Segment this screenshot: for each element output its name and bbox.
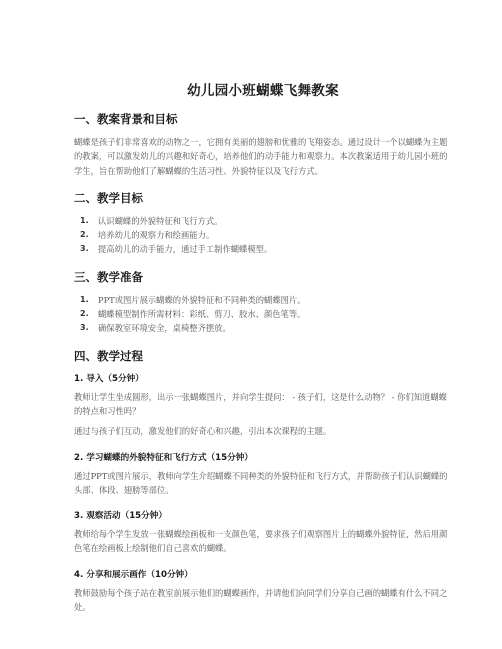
list-item [74, 214, 452, 228]
step-paragraph: 教师让学生坐成圆形，出示一张蝴蝶图片，并向学生提问： - 孩子们，这是什么动物？ - 你们知道蝴蝶的特点和习性吗？ [74, 391, 447, 416]
list-text: 提高幼儿的动手能力，通过手工制作蝴蝶模型。 [98, 244, 273, 255]
list-item [74, 307, 452, 321]
section-heading-process: 四、教学过程 [74, 348, 143, 363]
list-item [74, 242, 452, 256]
step-heading-observation: 3. 观察活动（15分钟） [74, 511, 167, 522]
step-paragraph: 通过与孩子们互动，激发他们的好奇心和兴趣，引出本次课程的主题。 [74, 426, 332, 437]
list-text: 确保教室环境安全，桌椅整齐摆放。 [98, 323, 231, 334]
list-item [74, 228, 452, 242]
list-text: 认识蝴蝶的外貌特征和飞行方式。 [98, 215, 223, 226]
list-number: 2. [80, 309, 89, 319]
list-text: PPT或图片展示蝴蝶的外貌特征和不同种类的蝴蝶图片。 [98, 294, 306, 305]
step-paragraph: 教师给每个学生发放一张蝴蝶绘画板和一支颜色笔，要求孩子们观察图片上的蝴蝶外貌特征，然后用颜色笔在绘画板上绘制他们自己喜欢的蝴蝶。 [74, 529, 448, 554]
section-heading-goals: 二、教学目标 [74, 190, 143, 205]
list-text: 培养幼儿的观察力和绘画能力。 [98, 230, 215, 241]
background-paragraph: 蝴蝶是孩子们非常喜欢的动物之一，它拥有美丽的翅膀和优雅的飞翔姿态。通过设计一个以蝴蝶为主题的教案，可以激发幼儿的兴趣和好奇心，培养他们的动手能力和观察力。本次教案适用于幼儿园小班的学生，旨在帮助他们了解蝴蝶的生活习性、外貌特征以及飞行方式。 [74, 137, 448, 176]
step-heading-features: 2. 学习蝴蝶的外貌特征和飞行方式（15分钟） [74, 452, 253, 463]
section-heading-preparation: 三、教学准备 [74, 269, 143, 284]
step-paragraph: 通过PPT或图片展示，教师向学生介绍蝴蝶不同种类的外貌特征和飞行方式，并帮助孩子们认识蝴蝶的头部、体段、翅膀等部位。 [74, 470, 448, 495]
list-text: 蝴蝶模型制作所需材料：彩纸、剪刀、胶水、颜色笔等。 [98, 309, 306, 320]
list-number: 1. [80, 215, 89, 225]
step-heading-intro: 1. 导入（5分钟） [74, 373, 144, 384]
list-item [74, 293, 452, 307]
step-paragraph: 教师鼓励每个孩子站在教室前展示他们的蝴蝶画作，并请他们向同学们分享自己画的蝴蝶有什么不同之处。 [74, 587, 448, 613]
list-number: 1. [80, 294, 89, 304]
list-number: 3. [80, 244, 89, 254]
document-title: 幼儿园小班蝴蝶飞舞教案 [187, 83, 339, 99]
goals-list [74, 214, 452, 257]
list-number: 2. [80, 230, 89, 240]
list-number: 3. [80, 323, 89, 333]
list-item [74, 321, 452, 335]
preparation-list [74, 293, 452, 336]
section-heading-background: 一、教案背景和目标 [74, 112, 178, 126]
step-heading-sharing: 4. 分享和展示画作（10分钟） [74, 569, 193, 580]
